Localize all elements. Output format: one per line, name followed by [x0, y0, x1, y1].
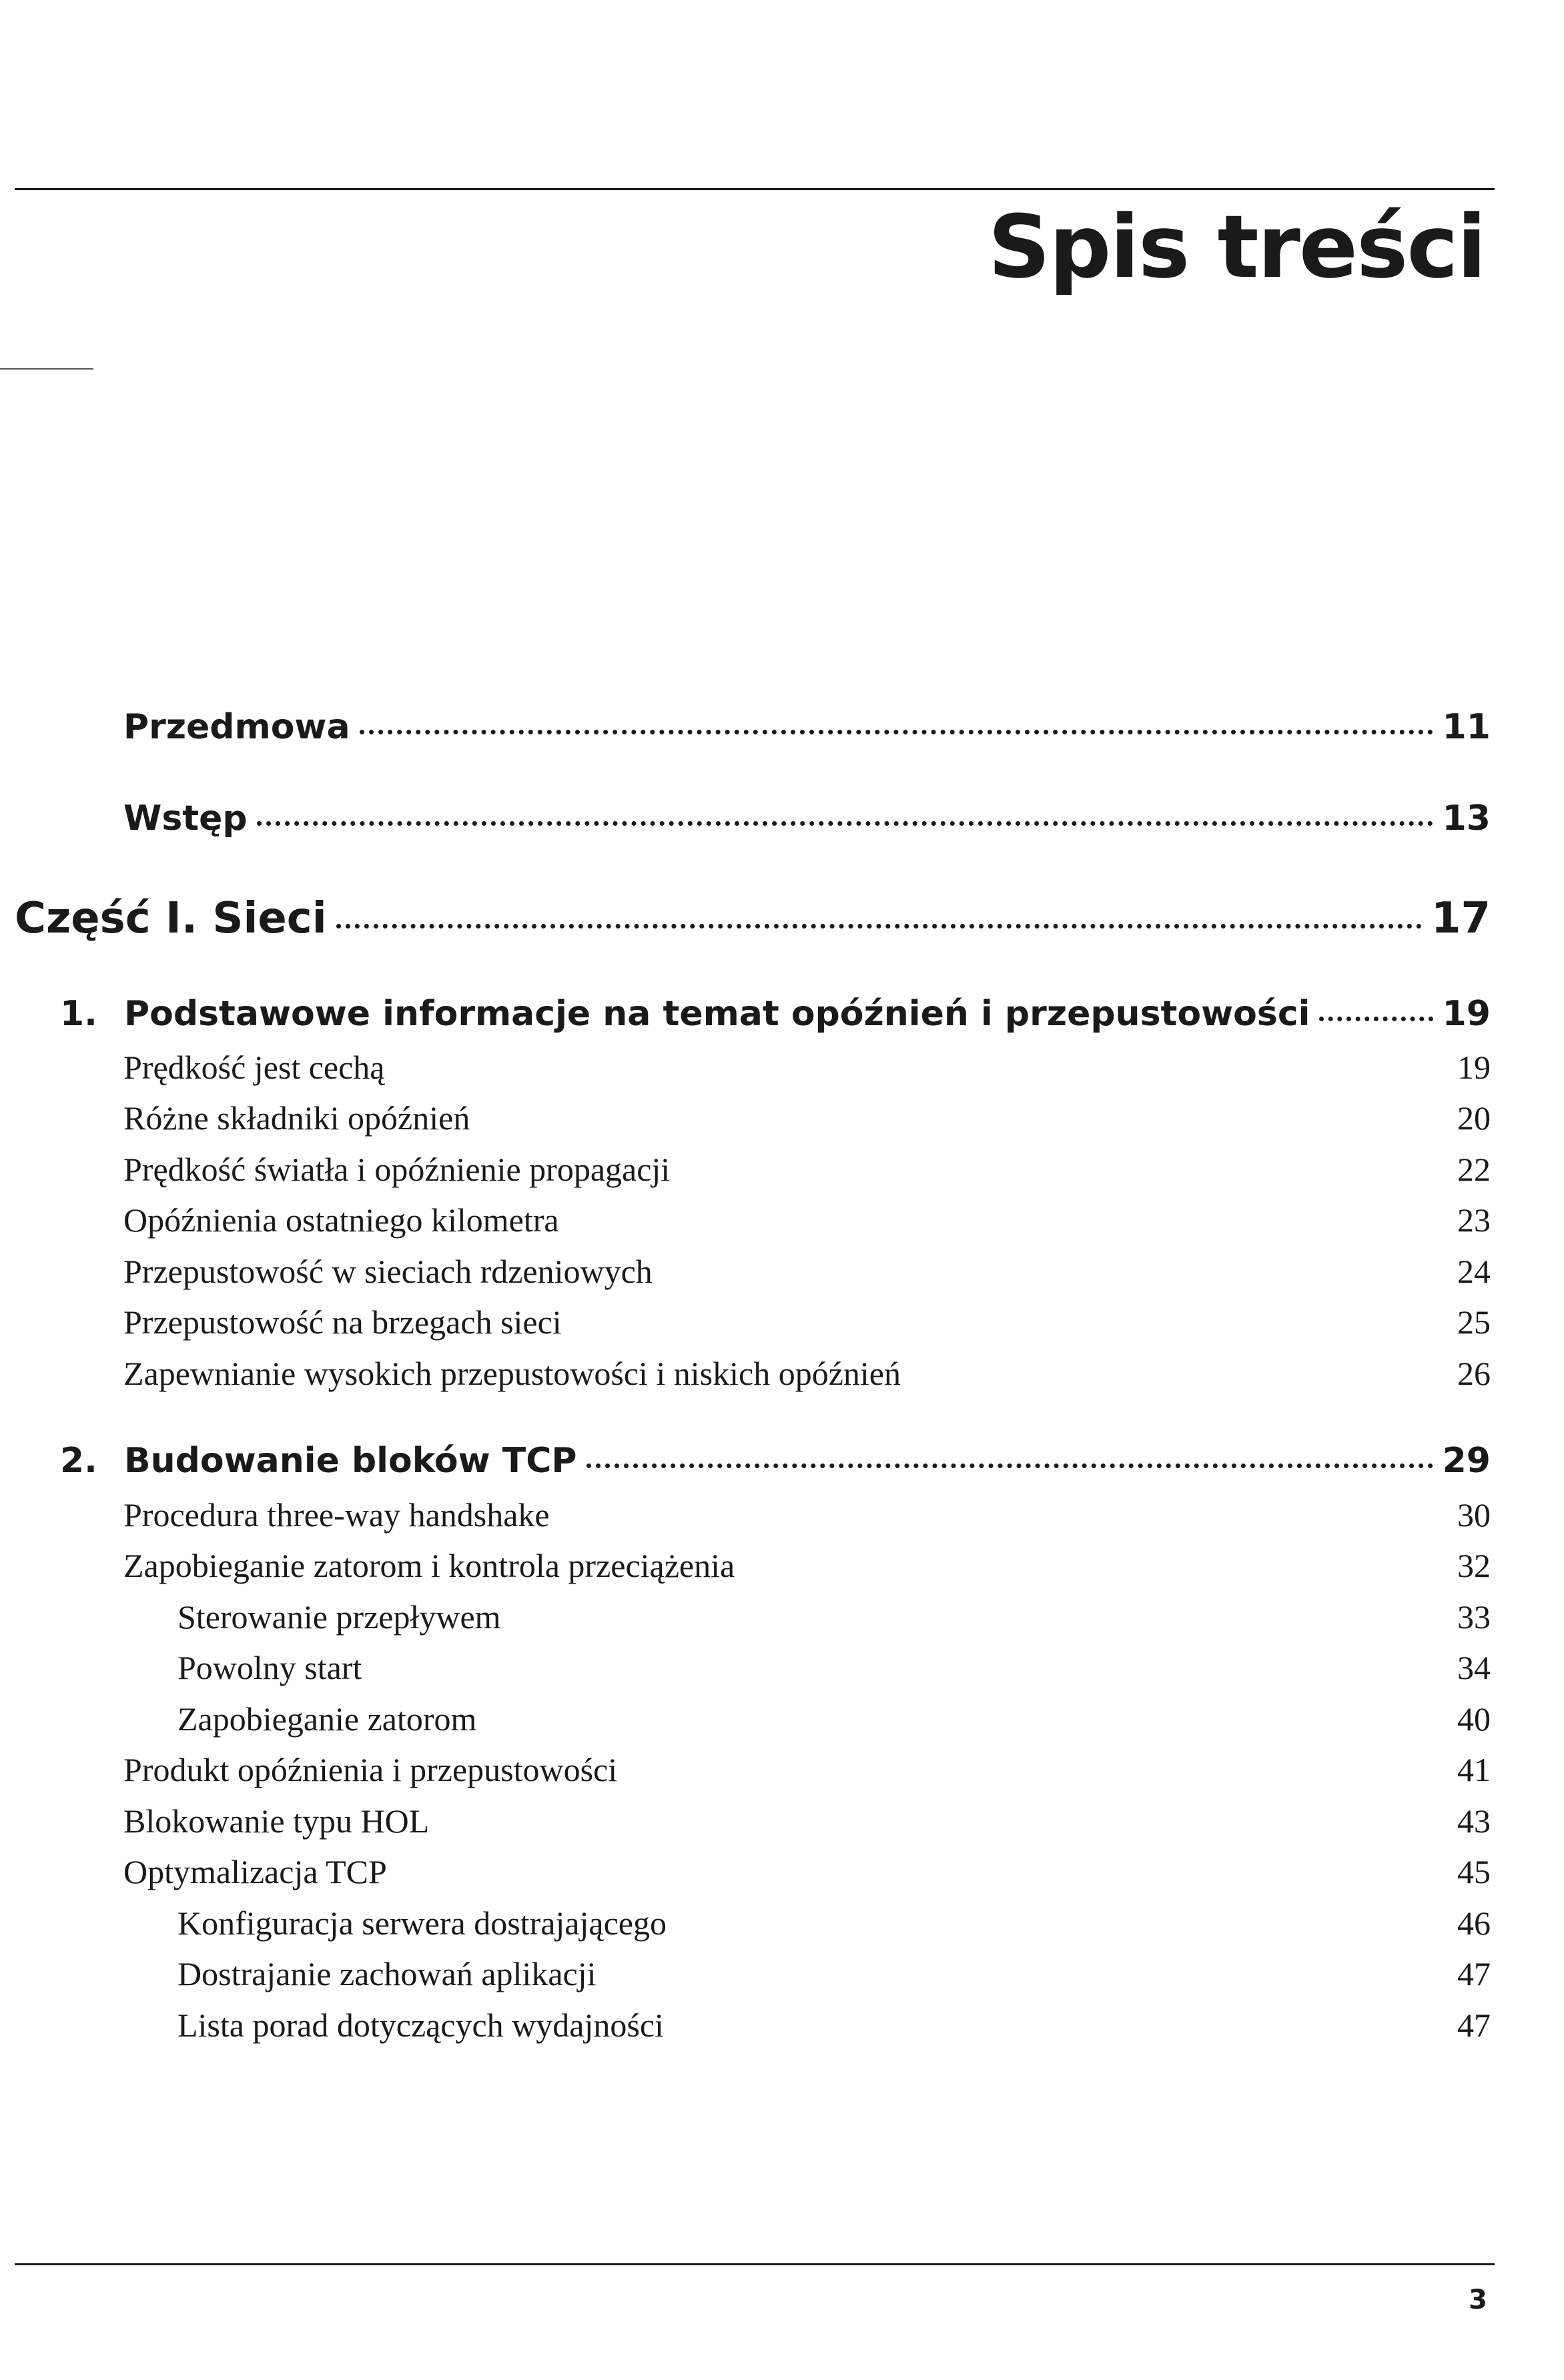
- chapter-title: Podstawowe informacje na temat opóźnień i przepustowości: [124, 994, 1310, 1034]
- toc-chapter-1[interactable]: [60, 994, 1491, 1034]
- page-number: 3: [1469, 2285, 1487, 2315]
- section-page: 25: [1457, 1303, 1491, 1341]
- section-page: 32: [1457, 1547, 1491, 1584]
- dot-leader: [360, 730, 1433, 734]
- toc-subsection[interactable]: [177, 1906, 1491, 1940]
- section-label: Różne składniki opóźnień: [123, 1099, 470, 1137]
- section-label: Optymalizacja TCP: [123, 1853, 387, 1890]
- toc-chapter-heading: [60, 1441, 577, 1481]
- toc-section[interactable]: [123, 1255, 1491, 1288]
- section-label: Prędkość jest cechą: [123, 1049, 385, 1086]
- section-label: Zapobieganie zatorom: [177, 1700, 477, 1738]
- toc-section[interactable]: [123, 1101, 1491, 1135]
- toc-entry-label: Wstęp: [123, 798, 248, 838]
- bottom-rule: [15, 2263, 1495, 2265]
- toc-section[interactable]: [123, 1203, 1491, 1237]
- toc-section[interactable]: [123, 1753, 1491, 1786]
- toc-section[interactable]: [123, 1549, 1491, 1582]
- section-page: 47: [1457, 1955, 1491, 1992]
- chapter-number: 2.: [60, 1441, 97, 1481]
- toc-section[interactable]: [123, 1305, 1491, 1339]
- dot-leader: [336, 924, 1422, 929]
- section-page: 22: [1457, 1151, 1491, 1188]
- toc-subsection[interactable]: [177, 1957, 1491, 1990]
- chapter-title: Budowanie bloków TCP: [124, 1441, 577, 1481]
- section-page: 46: [1457, 1904, 1491, 1942]
- toc-section[interactable]: [123, 1804, 1491, 1838]
- section-label: Produkt opóźnienia i przepustowości: [123, 1751, 618, 1788]
- toc-part-page: 17: [1431, 894, 1491, 943]
- section-page: 47: [1457, 2006, 1491, 2044]
- section-page: 34: [1457, 1649, 1491, 1686]
- section-label: Dostrajanie zachowań aplikacji: [177, 1955, 597, 1992]
- section-label: Blokowanie typu HOL: [123, 1802, 430, 1840]
- toc-section[interactable]: [123, 1357, 1491, 1390]
- section-label: Lista porad dotyczących wydajności: [177, 2006, 664, 2044]
- section-page: 19: [1457, 1049, 1491, 1086]
- toc-part-1[interactable]: [15, 894, 1491, 943]
- section-label: Przepustowość w sieciach rdzeniowych: [123, 1253, 653, 1290]
- dot-leader: [586, 1463, 1433, 1468]
- toc-entry-preface[interactable]: [123, 707, 1491, 747]
- toc-entry-introduction[interactable]: [123, 798, 1491, 838]
- section-label: Powolny start: [177, 1649, 362, 1686]
- section-label: Zapobieganie zatorom i kontrola przeciążenia: [123, 1547, 735, 1584]
- section-label: Prędkość światła i opóźnienie propagacji: [123, 1151, 671, 1188]
- section-page: 24: [1457, 1253, 1491, 1290]
- toc-subsection[interactable]: [177, 1702, 1491, 1736]
- section-page: 26: [1457, 1355, 1491, 1392]
- toc-subsection[interactable]: [177, 2008, 1491, 2042]
- section-label: Zapewnianie wysokich przepustowości i niskich opóźnień: [123, 1355, 901, 1392]
- toc-section[interactable]: [123, 1153, 1491, 1186]
- section-page: 23: [1457, 1201, 1491, 1239]
- toc-chapter-2[interactable]: [60, 1441, 1491, 1481]
- section-label: Sterowanie przepływem: [177, 1598, 501, 1636]
- top-rule: [15, 188, 1495, 190]
- toc-entry-page: 13: [1442, 798, 1491, 838]
- section-label: Procedura three-way handshake: [123, 1496, 550, 1534]
- section-label: Przepustowość na brzegach sieci: [123, 1303, 562, 1341]
- toc-section[interactable]: [123, 1498, 1491, 1532]
- dot-leader: [1319, 1017, 1433, 1021]
- toc-section[interactable]: [123, 1855, 1491, 1888]
- toc-entry-page: 11: [1442, 707, 1491, 747]
- section-page: 20: [1457, 1099, 1491, 1137]
- section-label: Konfiguracja serwera dostrajającego: [177, 1904, 667, 1942]
- margin-mark: [0, 368, 93, 370]
- toc-part-label: Część I. Sieci: [15, 894, 327, 943]
- section-page: 41: [1457, 1751, 1491, 1788]
- section-page: 43: [1457, 1802, 1491, 1840]
- section-page: 33: [1457, 1598, 1491, 1636]
- toc-chapter-page: 29: [1442, 1441, 1491, 1481]
- chapter-number: 1.: [60, 994, 97, 1034]
- page-title: Spis treści: [988, 196, 1485, 298]
- section-label: Opóźnienia ostatniego kilometra: [123, 1201, 559, 1239]
- toc-subsection[interactable]: [177, 1651, 1491, 1684]
- section-page: 40: [1457, 1700, 1491, 1738]
- section-page: 30: [1457, 1496, 1491, 1534]
- toc-entry-label: Przedmowa: [123, 707, 350, 747]
- toc-subsection[interactable]: [177, 1600, 1491, 1634]
- toc-chapter-heading: [60, 994, 1310, 1034]
- toc-chapter-page: 19: [1442, 994, 1491, 1034]
- toc-section[interactable]: [123, 1051, 1491, 1084]
- section-page: 45: [1457, 1853, 1491, 1890]
- dot-leader: [257, 821, 1433, 826]
